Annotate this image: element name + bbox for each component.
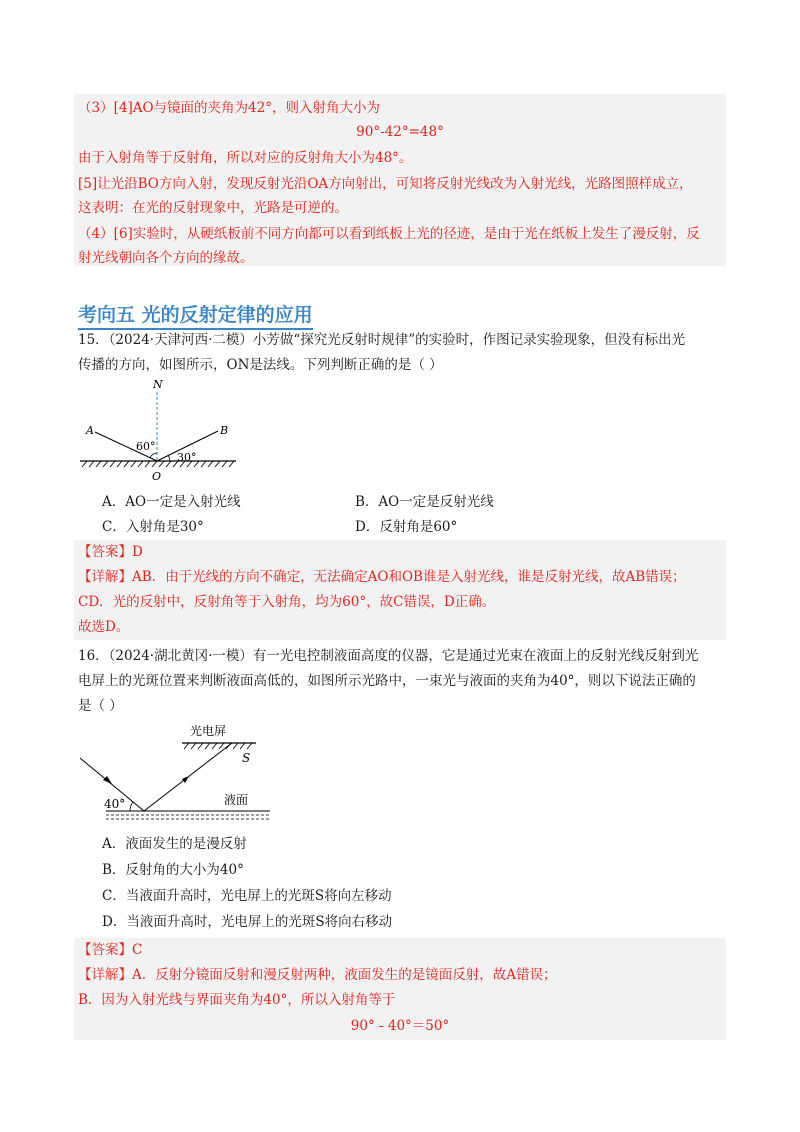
q16-stem-line-2: 电屏上的光斑位置来判断液面高低的，如图所示光路中，一束光与液面的夹角为40°，则以下说法正确的 (78, 673, 696, 689)
q15-label-O: O (152, 470, 162, 483)
q15-stem-line-1: 15．（2024·天津河西·二模）小芳做“探究光反射时规律”的实验时，作图记录实验现象，但没有标出光 (78, 332, 686, 348)
prev-answer-line-4: 这表明：在光的反射现象中，光路是可逆的。 (78, 200, 348, 216)
q15-detail-2: CD．光的反射中，反射角等于入射角，均为60°，故C错误，D正确。 (78, 594, 496, 610)
q16-reflected-arrow (182, 776, 189, 783)
q16-label-liquid: 液面 (224, 793, 249, 807)
q15-option-c[interactable]: C．入射角是30° (102, 519, 204, 535)
q15-label-A: A (86, 424, 94, 437)
q15-label-B: B (220, 424, 229, 437)
q16-liquid-level-diagram (78, 718, 278, 828)
q16-label-screen: 光电屏 (190, 724, 227, 738)
q15-detail-1: 【详解】AB．由于光线的方向不确定，无法确定AO和OB谁是入射光线，谁是反射光线，故AB错误； (78, 569, 686, 585)
prev-answer-line-1: （3）[4]AO与镜面的夹角为42°，则入射角大小为 (78, 100, 380, 116)
section-title: 考向五 光的反射定律的应用 (78, 302, 313, 330)
q16-option-b[interactable]: B．反射角的大小为40° (102, 862, 244, 878)
q15-option-a[interactable]: A．AO一定是入射光线 (102, 494, 241, 510)
q15-label-60: 60° (136, 440, 156, 453)
q16-detail-1: 【详解】A．反射分镜面反射和漫反射两种，液面发生的是镜面反射，故A错误； (78, 967, 557, 983)
prev-answer-line-6: 射光线朝向各个方向的缘故。 (78, 250, 254, 266)
q16-option-c[interactable]: C．当液面升高时，光电屏上的光斑S将向左移动 (102, 888, 392, 904)
q15-stem-line-2: 传播的方向，如图所示，ON是法线。下列判断正确的是（ ） (78, 357, 443, 373)
q16-stem-line-3: 是（ ） (78, 698, 123, 714)
prev-answer-line-5: （4）[6]实验时，从硬纸板前不同方向都可以看到纸板上光的径迹，是由于光在纸板上发生了漫反射，反 (78, 226, 700, 242)
q16-equation: 90° - 40°＝50° (350, 1018, 450, 1034)
q16-incident-arrow (103, 776, 112, 784)
q16-detail-2: B．因为入射光线与界面夹角为40°，所以入射角等于 (78, 992, 396, 1008)
q15-detail-3: 故选D。 (78, 619, 130, 635)
q15-option-b[interactable]: B．AO一定是反射光线 (355, 494, 494, 510)
q15-answer: 【答案】D (78, 544, 143, 560)
q15-option-d[interactable]: D．反射角是60° (355, 519, 458, 535)
q16-label-S: S (242, 751, 251, 765)
q16-stem-line-1: 16．（2024·湖北黄冈·一模）有一光电控制液面高度的仪器，它是通过光束在液面上的反射光线反射到光 (78, 648, 699, 664)
q16-label-angle: 40° (104, 797, 126, 811)
prev-answer-line-2: 由于入射角等于反射角，所以对应的反射角大小为48°。 (78, 150, 413, 166)
q15-reflection-diagram (78, 376, 248, 486)
q16-option-a[interactable]: A．液面发生的是漫反射 (102, 836, 247, 852)
prev-answer-equation: 90°-42°=48° (356, 124, 444, 140)
prev-answer-line-3: [5]让光沿BO方向入射，发现反射光沿OA方向射出，可知将反射光线改为入射光线，光路图照样成立， (78, 176, 693, 192)
q16-answer: 【答案】C (78, 942, 143, 958)
q16-option-d[interactable]: D．当液面升高时，光电屏上的光斑S将向右移动 (102, 914, 393, 930)
q15-label-30: 30° (177, 451, 197, 464)
q15-label-N: N (153, 378, 163, 391)
answer-box-q15 (74, 540, 726, 640)
